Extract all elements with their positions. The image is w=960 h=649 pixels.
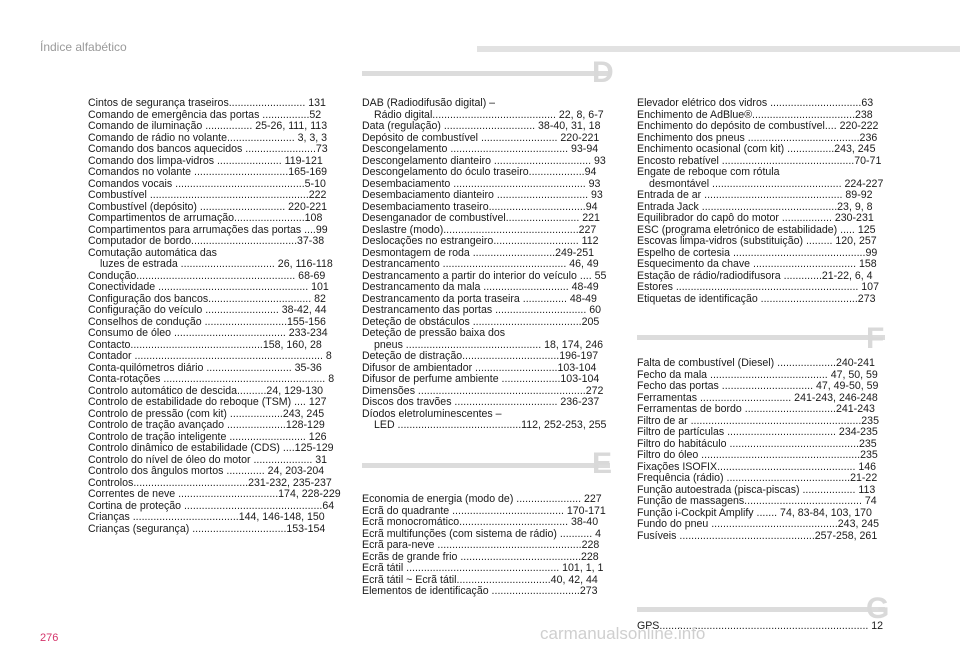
index-entry: Ecrã monocromático..................................... 38-40 [362, 516, 599, 528]
index-entry: Função de massagens........................................ 74 [637, 495, 877, 507]
index-column-3-f [637, 358, 891, 542]
index-entry: Função autoestrada (pisca-piscas) .................. 113 [637, 483, 876, 496]
index-entry: Controlo de tração avançado ....................128-129 [88, 419, 325, 431]
index-entry: Esquecimento da chave ................................... 158 [637, 258, 877, 270]
index-entry: Difusor de ambientador ............................103-104 [362, 361, 597, 374]
index-entry: GPS....................................................................... 12 [637, 620, 884, 632]
index-entry: Desembaciamento dianteiro ............................... 93 [362, 189, 603, 201]
index-entry: Controlos.......................................231-232, 235-237 [88, 476, 332, 489]
index-entry: ESC (programa eletrónico de estabilidade) ..... 125 [637, 223, 876, 236]
index-entry: Comando de rádio no volante....................... 3, 3, 3 [88, 131, 328, 144]
section-f-divider [637, 335, 885, 340]
index-entry: Deteção de distração.................................196-197 [362, 350, 599, 362]
index-entry: Ecrã para-neve .................................................228 [362, 539, 600, 551]
index-entry: Deteção de obstáculos .....................................205 [362, 315, 600, 328]
index-column-3-e [637, 98, 891, 305]
index-entry: Contador ................................................................ 8 [88, 350, 332, 362]
index-entry: Ecrãs de grande frio .........................................228 [362, 550, 599, 563]
index-entry: Elevador elétrico dos vidros ...............................63 [637, 97, 874, 109]
index-entry: Conectividade ................................................... 101 [88, 281, 329, 293]
index-entry: Controlo de estabilidade do reboque (TSM) .... 127 [88, 396, 327, 408]
index-entry: Configuração do veículo ......................... 38-42, 44 [88, 304, 327, 316]
index-entry: Conta-quilómetros diário ............................. 35-36 [88, 361, 322, 374]
index-entry: Ecrã tátil .................................................... 101, 1, 1 [362, 562, 604, 574]
index-entry: Cintos de segurança traseiros.......................... 131 [88, 97, 326, 109]
index-entry: Comando de iluminação ................ 25-26, 111, 113 [88, 120, 328, 132]
index-entry: Filtro do óleo ......................................................235 [637, 449, 878, 461]
index-column-1 [88, 97, 341, 535]
index-entry: Estores .............................................................. 107 [637, 281, 879, 293]
index-entry: Fundo do pneu ...........................................243, 245 [637, 518, 880, 530]
index-entry: Enchimento do depósito de combustível.... 220-222 [637, 120, 879, 132]
page-number: 276 [40, 632, 59, 644]
index-entry: Comutação automática das [88, 246, 217, 259]
index-entry: Entrada de ar ............................................... 89-92 [637, 189, 873, 201]
index-entry: Configuração dos bancos................................... 82 [88, 292, 326, 305]
section-letter-f: F [866, 322, 885, 355]
index-entry: Rádio digital.......................................... 22, 8, 6-7 [374, 108, 604, 121]
index-entry: Desembaciamento traseiro.................................94 [362, 200, 598, 213]
index-entry: Escovas limpa-vidros (substituição) ......... 120, 257 [637, 235, 877, 247]
index-entry: Equilibrador do capô do motor ................. 230-231 [637, 212, 874, 224]
index-entry: Ferramentas ............................... 241-243, 246-248 [637, 391, 878, 404]
index-entry: Crianças ....................................144, 146-148, 150 [88, 511, 325, 523]
index-entry: Dimensões .........................................................272 [362, 384, 604, 397]
index-entry: Encosto rebatível .............................................70-71 [637, 154, 882, 167]
index-entry: Entrada Jack ..............................................23, 9, 8 [637, 200, 873, 213]
index-entry: Descongelamento ........................................ 93-94 [362, 143, 599, 155]
index-entry: Destrancamento a partir do interior do veículo .... 55 [362, 269, 607, 282]
index-entry: Desembaciamento ............................................. 93 [362, 177, 601, 190]
index-entry: Ecrã multifunções (com sistema de rádio) ........... 4 [362, 527, 602, 540]
index-entry: Ferramentas de bordo ...............................241-243 [637, 403, 875, 415]
index-entry: Enchimento de AdBlue®...................................238 [637, 108, 873, 121]
index-entry: Descongelamento dianteiro ................................. 93 [362, 154, 606, 167]
index-entry: Destrancamento da mala ............................. 48-49 [362, 281, 599, 293]
index-entry: DAB (Radiodifusão digital) – [362, 97, 496, 109]
index-entry: Enchimento ocasional (com kit) ................243, 245 [637, 143, 876, 155]
index-entry: luzes de estrada ................................ 26, 116-118 [100, 258, 333, 270]
index-entry: Etiquetas de identificação .................................273 [637, 292, 876, 305]
index-entry: Consumo de óleo ...................................... 233-234 [88, 327, 328, 339]
index-entry: Combustível ......................................................222 [88, 189, 327, 201]
index-entry: Fusíveis ..............................................257-258, 261 [637, 529, 878, 542]
index-entry: Filtro de partículas ..................................... 234-235 [637, 426, 878, 438]
page-title: Índice alfabético [40, 40, 127, 54]
index-entry: Controlo de tração inteligente .......................... 126 [88, 430, 327, 443]
index-entry: Controlo do nível de óleo do motor .................... 31 [88, 453, 328, 466]
index-entry: Combustível (depósito) ............................. 220-221 [88, 200, 328, 213]
index-entry: Desmontagem de roda ............................249-251 [362, 246, 594, 259]
section-e-divider [362, 463, 610, 468]
watermark: carmanualsonline.info [540, 624, 706, 643]
index-entry: Enchimento dos pneus ......................................236 [637, 131, 878, 144]
index-entry: Data (regulação) ............................... 38-40, 31, 18 [362, 120, 601, 132]
section-letter-d: D [592, 56, 614, 89]
header-divider [477, 46, 960, 52]
index-entry: Deslastre (modo)..............................................227 [362, 223, 597, 236]
section-letter-e: E [592, 447, 613, 480]
index-entry: Discos dos travões ................................... 236-237 [362, 396, 600, 408]
index-entry: Fecho da mala ........................................ 47, 50, 59 [637, 368, 878, 381]
index-entry: Computador de bordo....................................37-38 [88, 235, 325, 247]
index-entry: Díodos eletroluminescentes – [362, 407, 502, 420]
index-entry: Espelho de cortesia .............................................99 [637, 246, 878, 259]
index-entry: Controlo de pressão (com kit) ..................243, 245 [88, 407, 325, 420]
index-entry: Desenganador de combustível......................... 221 [362, 212, 600, 224]
index-entry: Comandos no volante ................................165-169 [88, 166, 328, 178]
section-d-divider [362, 71, 610, 76]
index-entry: Comandos vocais ............................................5-10 [88, 177, 326, 190]
index-entry: Fixações ISOFIX............................................... 146 [637, 460, 877, 473]
index-entry: Falta de combustível (Diesel) ....................240-241 [637, 357, 875, 369]
index-entry: Deslocações no estrangeiro............................. 112 [362, 235, 599, 247]
index-entry: Engate de reboque com rótula [637, 166, 780, 178]
index-entry: Comando de emergência das portas ................52 [88, 108, 322, 121]
index-entry: Destrancamento das portas ............................... 60 [362, 304, 602, 316]
index-entry: LED ..........................................112, 252-253, 255 [374, 419, 607, 431]
index-entry: Difusor de perfume ambiente ....................103-104 [362, 373, 600, 385]
index-entry: Compartimentos de arrumação........................108 [88, 212, 323, 224]
index-entry: Destrancamento da porta traseira ............... 48-49 [362, 292, 597, 305]
index-entry: Ecrã tátil ~ Ecrã tátil................................40, 42, 44 [362, 573, 598, 586]
index-column-2-d [362, 98, 614, 432]
index-entry: desmontável ............................................ 224-227 [649, 177, 884, 190]
index-entry: Destrancamento .......................................... 46, 49 [362, 258, 599, 270]
index-entry: Comando dos limpa-vidros ...................... 119-121 [88, 154, 323, 167]
index-entry: Cortina de proteção ...............................................64 [88, 499, 335, 512]
index-entry: Função i-Cockpit Amplify ....... 74, 83-84, 103, 170 [637, 506, 872, 519]
section-letter-g: G [866, 592, 890, 625]
index-entry: Economia de energia (modo de) ...................... 227 [362, 493, 602, 505]
index-column-2-e [362, 494, 614, 598]
index-entry: Descongelamento do óculo traseiro...................94 [362, 166, 597, 178]
index-entry: Ecrã do quadrante ...................................... 170-171 [362, 504, 606, 517]
index-entry: Elementos de identificação ..............................273 [362, 585, 598, 597]
index-entry: Compartimentos para arrumações das portas ....99 [88, 223, 328, 236]
index-entry: pneus .............................................. 18, 174, 246 [374, 338, 604, 351]
index-entry: Condução...................................................... 68-69 [88, 269, 326, 282]
index-entry: Fecho das portas ............................... 47, 49-50, 59 [637, 380, 879, 392]
index-entry: Filtro de ar ..........................................................235 [637, 414, 879, 427]
index-entry: Frequência (rádio) ..........................................21-22 [637, 472, 878, 484]
index-entry: Controlo automático de descida..........24, 129-130 [88, 384, 323, 397]
index-entry: Correntes de neve ..................................174, 228-229 [88, 488, 341, 500]
index-entry: Controlo dinâmico de estabilidade (CDS) ....125-129 [88, 442, 334, 454]
index-entry: Conta-rotações ....................................................... 8 [88, 373, 335, 385]
index-entry: Crianças (segurança) ................................153-154 [88, 522, 326, 535]
section-g-divider [637, 607, 885, 612]
index-entry: Controlo dos ângulos mortos ............. 24, 203-204 [88, 465, 325, 477]
index-entry: Contacto.............................................158, 160, 28 [88, 338, 322, 351]
index-entry: Estação de rádio/radiodifusora .............21-22, 6, 4 [637, 269, 873, 282]
index-entry: Depósito de combustível .......................... 220-221 [362, 131, 600, 144]
index-entry: Filtro do habitáculo ............................................235 [637, 437, 877, 450]
index-entry: Conselhos de condução ............................155-156 [88, 315, 326, 328]
index-entry: Comando dos bancos aquecidos ........................73 [88, 143, 328, 155]
index-entry: Deteção de pressão baixa dos [362, 327, 506, 339]
